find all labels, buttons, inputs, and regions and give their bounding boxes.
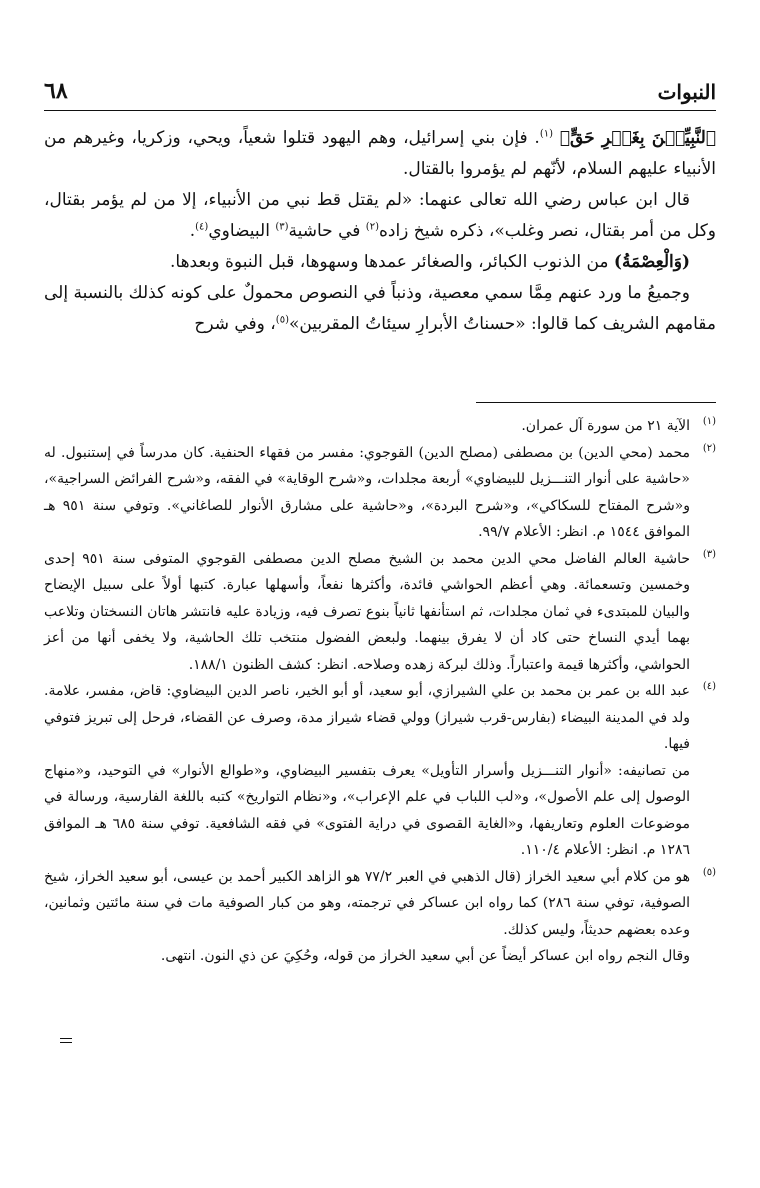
footnote-ref-5: (٥) [275, 314, 289, 326]
footnote-text [44, 546, 690, 679]
paragraph-2-text-b: في حاشية [288, 221, 366, 241]
matn-term: (وَالْعِصْمَةُ) [613, 252, 690, 272]
footnote-number: (٣) [702, 548, 716, 560]
footnote-paragraph: عبد الله بن عمر بن محمد بن علي الشيرازي، أبو سعيد، أو أبو الخير، ناصر الدين البيضاوي: قاض، مفسر، علامة. ولد في المدينة البيضاء (بفارس-قرب شيراز) وولي قضاء شيراز مدة، وصرف عن القضاء، فرحل إلى تبريز فتوفي فيها. [44, 683, 690, 752]
paragraph-3-text: من الذنوب الكبائر، والصغائر عمدها وسهوها، قبل النبوة وبعدها. [169, 252, 614, 272]
end-mark [60, 1038, 72, 1039]
quran-quote: ٱلنَّبِيِّـۧنَ بِغَيۡرِ حَقٍّ﴾ [559, 128, 716, 148]
footnote-ref-1: (١) [539, 128, 554, 140]
footnote-number: (٢) [702, 442, 716, 454]
page-number: ٦٨ [44, 78, 68, 104]
footnote-3 [44, 546, 716, 679]
footnote-paragraph: محمد (محي الدين) بن مصطفى (مصلح الدين) القوجوي: مفسر من فقهاء الحنفية. كان مدرساً في إستنبول. له «حاشية على أنوار التنـــزيل للبيضاوي» أربعة مجلدات، و«شرح الوقاية» في الفقه، و«شرح الفرائض السراجية»، و«شرح المفتاح للسكاكي»، و«شرح البردة»، و«حاشية على مشارق الأنوار للصاغاني». وتوفي سنة ٩٥١ هـ الموافق ١٥٤٤ م. انظر: الأعلام ٩٩/٧. [44, 444, 690, 540]
paragraph-2 [44, 185, 716, 247]
paragraph-1-text: . فإن بني إسرائيل، وهم اليهود قتلوا شعياً، ويحي، وزكريا، وغيرهم من الأنبياء عليهم السلام، لأنّهم لم يؤمروا بالقتال. [44, 128, 716, 179]
footnote-1 [44, 413, 716, 440]
footnote-number: (٥) [702, 866, 716, 878]
paragraph-2-text-d: . [189, 221, 196, 241]
paragraph-4 [44, 278, 716, 340]
footnote-text [44, 678, 690, 864]
footnotes [44, 413, 716, 970]
footnote-separator [476, 402, 716, 403]
footnote-text [44, 864, 690, 970]
paragraph-1 [44, 123, 716, 185]
paragraph-3 [44, 247, 716, 278]
footnote-ref-2: (٢) [365, 221, 379, 233]
footnote-paragraph: وقال النجم رواه ابن عساكر أيضاً عن أبي سعيد الخراز من قوله، وحُكِيَ عن ذي النون. انتهى. [160, 948, 690, 964]
paragraph-4-text-b: ، وفي شرح [194, 314, 276, 334]
footnote-paragraph: هو من كلام أبي سعيد الخراز (قال الذهبي في العبر ٧٧/٢ هو الزاهد الكبير أحمد بن عيسى، أبو سعيد الخراز، شيخ الصوفية، توفي سنة ٢٨٦) كما رواه ابن عساكر في ترجمته، وهو من كبار الصوفية مات في سنة مائتين وثمانين، وعده بعضهم حديثاً، وليس كذلك. [44, 868, 691, 938]
footnote-5 [44, 864, 716, 970]
footnote-number: (١) [702, 416, 716, 427]
page-header [44, 70, 716, 111]
paragraph-4-text-a: وجميعُ ما ورد عنهم مِمَّا سمي معصية، وذنباً في النصوص محمولٌ على كونه كذلك بالنسبة إلى مقامهم الشريف كما قالوا: «حسناتُ الأبرارِ سيئاتُ المقربين» [44, 283, 716, 334]
paragraph-2-text-c: البيضاوي [208, 221, 276, 241]
footnote-paragraph: الآية ٢١ من سورة آل عمران. [521, 418, 690, 434]
footnote-number: (٤) [702, 681, 716, 692]
footnote-4 [44, 678, 716, 864]
footnote-paragraph: حاشية العالم الفاضل محي الدين محمد بن الشيخ مصلح الدين مصطفى القوجوي المتوفى سنة ٩٥١ إحدى وخمسين وتسعمائة. وهي أعظم الحواشي فائدة، وأكثرها نفعاً، وأسهلها عبارة. كتبها أولاً على سبيل الإيضاح والبيان للمبتدىء في ثمان مجلدات، ثم استأنفها ثانياً بنوع تصرف فيه، وزيادة عليه فانتشر هاتان النسختان وتلاعب بهما أيدي النساخ حتى كاد أن لا يفرق بينهما. ولبعض الفضول منتخب تلك الحاشية، ولا يخفى أنها من أعز الحواشي، وأكثرها قيمة واعتباراً. وذلك لبركة زهده وصلاحه. انظر: كشف الظنون ١٨٨/١. [44, 550, 690, 673]
footnote-paragraph: من تصانيفه: «أنوار التنـــزيل وأسرار التأويل» يعرف بتفسير البيضاوي، و«طوالع الأنوار» في التوحيد، و«منهاج الوصول إلى علم الأصول»، و«لب اللباب في علم الإعراب»، و«نظام التواريخ» كتبه باللغة الفارسية، ورسالة في موضوعات العلوم وتعاريفها، و«الغاية القصوى في دراية الفتوى» في فقه الشافعية. توفي سنة ٦٨٥ هـ الموافق ١٢٨٦ م. انظر: الأعلام ١١٠/٤. [44, 762, 690, 858]
footnote-2 [44, 440, 716, 546]
footnote-text [44, 440, 690, 546]
paragraph-2-text-a: قال ابن عباس رضي الله تعالى عنهما: «لم يقتل قط نبي من الأنبياء، إلا من لم يؤمر بقتال، وكل من أمر بقتال، نصر وغلب»، ذكره شيخ زاده [44, 190, 716, 241]
running-title: النبوات [657, 80, 716, 104]
footnote-text [44, 413, 690, 440]
footnote-ref-3: (٣) [275, 221, 289, 233]
book-page [44, 70, 716, 970]
footnote-ref-4: (٤) [195, 221, 209, 233]
main-text [44, 123, 716, 340]
